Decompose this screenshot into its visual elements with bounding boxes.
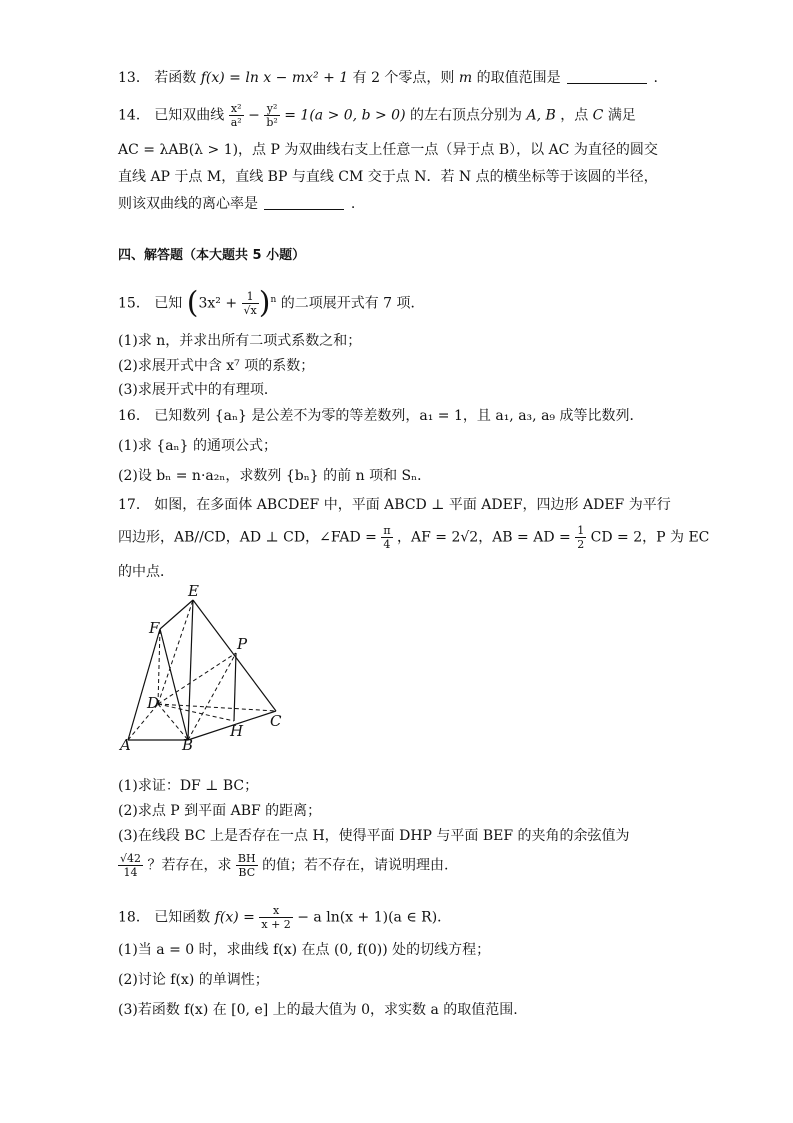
label-e: E: [188, 582, 199, 600]
question-17-part-3-cont: $\frac{√42}{14}$ ？若存在，求 $\frac{BH}{BC}$ 的值；若不存在，请说明理由.: [120, 852, 449, 879]
polyhedron-diagram: [118, 580, 298, 750]
label-b: B: [182, 736, 194, 750]
question-17-part-3: (3)在线段 BC 上是否存在一点 H，使得平面 DHP 与平面 BEF 的夹角的余弦值为: [118, 828, 630, 844]
question-17-line-1: 17． 如图，在多面体 ABCDEF 中，平面 ABCD ⊥ 平面 ADEF，四边形 ADEF 为平行: [118, 497, 671, 513]
edge-dc: [158, 704, 276, 711]
polyhedron-figure: [118, 580, 298, 754]
question-17-part-1: (1)求证：DF ⊥ BC；: [118, 778, 259, 794]
fraction-1-2: $\frac{1}{2}$: [577, 524, 585, 551]
question-18-part-1: (1)当 a = 0 时，求曲线 f(x) 在点 (0, f(0)) 处的切线方程；: [118, 942, 491, 958]
fraction-x-xplus2: $\frac{x}{x + 2}$: [261, 904, 291, 931]
edge-fb: [160, 629, 188, 740]
question-18-part-3: (3)若函数 f(x) 在 [0, e] 上的最大值为 0，求实数 a 的取值范围.: [118, 1002, 518, 1018]
fraction-sqrt42-14: $\frac{√42}{14}$: [120, 852, 142, 879]
fraction-x2-a2: $\frac{\text{x²}}{\text{a²}}$: [230, 102, 242, 129]
question-18: 18． 已知函数 f(x) = $\frac{x}{x + 2}$ − a ln(x + 1)(a ∈ R)．: [118, 904, 452, 931]
answer-blank[interactable]: [567, 69, 647, 84]
section-heading: 四、解答题（本大题共 5 小题）: [118, 248, 306, 263]
label-c: C: [270, 712, 282, 730]
label-d: D: [147, 694, 160, 712]
fraction-pi-4: $\frac{\pi}{4}$: [383, 524, 391, 551]
fraction-1-sqrtx: $\frac{1}{√x}$: [243, 290, 257, 318]
question-13: 13． 若函数 f(x) = ln x − mx² + 1 有 2 个零点，则 m 的取值范围是 .: [118, 70, 658, 86]
label-p: P: [237, 635, 248, 653]
question-15-part-1: (1)求 n，并求出所有二项式系数之和；: [118, 333, 362, 349]
question-17-line-2: 四边形，AB//CD，AD ⊥ CD，∠FAD = $\frac{\pi}{4}$ ，AF = 2√2，AB = AD = $\frac{1}{2}$ CD = 2，P 为 EC: [118, 524, 710, 551]
question-18-part-2: (2)讨论 f(x) 的单调性；: [118, 972, 269, 988]
question-14-line-3: 直线 AP 于点 M，直线 BP 与直线 CM 交于点 N．若 N 点的横坐标等于该圆的半径，: [118, 169, 658, 185]
edge-af: [128, 629, 160, 740]
fraction-bh-bc: $\frac{BH}{BC}$: [237, 852, 256, 879]
segment-ph: [234, 653, 236, 721]
label-h: H: [230, 722, 244, 740]
edge-eb: [188, 600, 193, 740]
question-14-line-1: 14． 已知双曲线 $\frac{\text{x²}}{\text{a²}}$ − $\frac{\text{y²}}{\text{b²}}$ = 1(a > 0, b > 0) 的左右顶点分别为 A, B ，点 C 满足: [118, 102, 636, 129]
segment-dp: [158, 653, 236, 704]
answer-blank[interactable]: [264, 195, 344, 210]
question-16-part-2: (2)设 bₙ = n·a₂ₙ，求数列 {bₙ} 的前 n 项和 Sₙ．: [118, 468, 432, 484]
question-16-part-1: (1)求 {aₙ} 的通项公式；: [118, 438, 277, 454]
question-14-line-4: 则该双曲线的离心率是 .: [118, 196, 356, 212]
fraction-y2-b2: $\frac{\text{y²}}{\text{b²}}$: [266, 102, 278, 129]
label-a: A: [120, 736, 131, 750]
question-15: 15． 已知 (3x² + $\frac{1}{√x}$ )$^n$ 的二项展开式有 7 项．: [118, 285, 425, 321]
question-17-part-2: (2)求点 P 到平面 ABF 的距离；: [118, 803, 322, 819]
question-14-line-2: AC = λAB(λ > 1)，点 P 为双曲线右支上任意一点（异于点 B），以 AC 为直径的圆交: [118, 142, 658, 158]
question-17-line-3: 的中点．: [118, 564, 174, 580]
question-15-part-2: (2)求展开式中含 x⁷ 项的系数；: [118, 358, 315, 374]
question-16: 16． 已知数列 {aₙ} 是公差不为零的等差数列，a₁ = 1，且 a₁, a₃, a₉ 成等比数列．: [118, 408, 644, 424]
label-f: F: [149, 619, 160, 637]
question-15-part-3: (3)求展开式中的有理项．: [118, 382, 278, 398]
edge-df: [158, 629, 160, 704]
